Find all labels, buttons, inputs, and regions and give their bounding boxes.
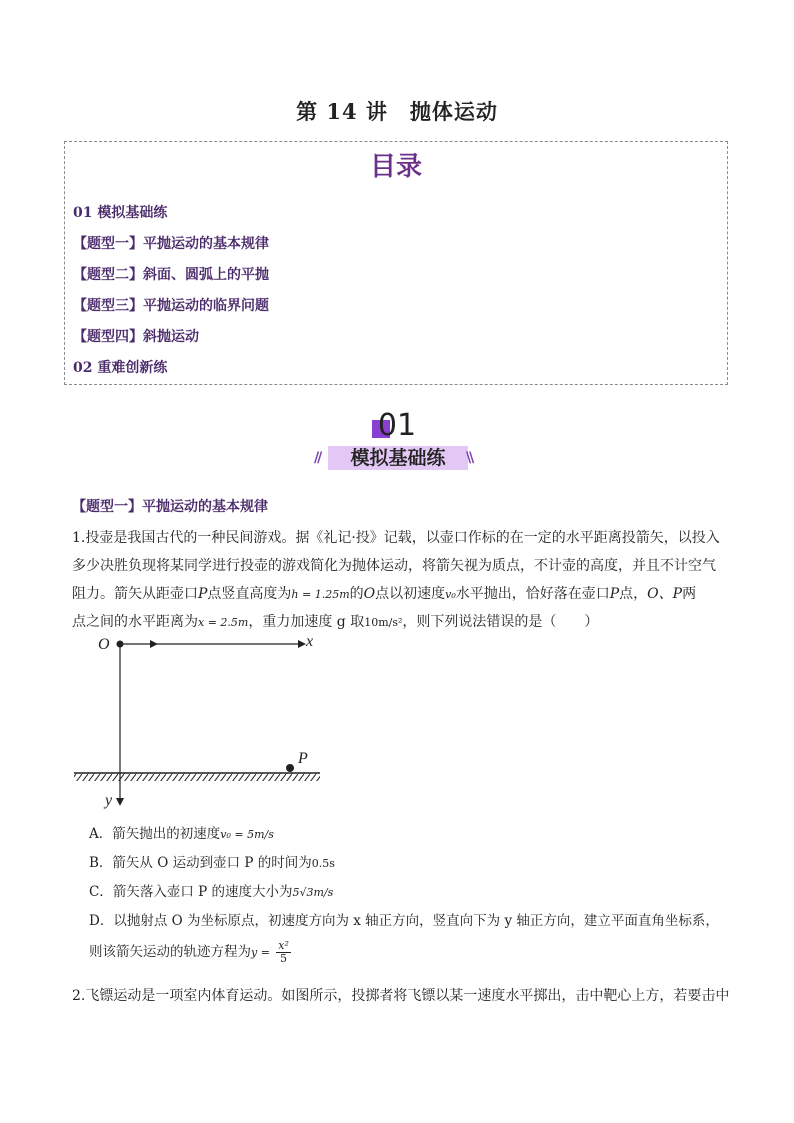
table-of-contents (64, 141, 728, 385)
toc-item[interactable]: 【题型一】平抛运动的基本规律 (73, 236, 269, 252)
section-banner (300, 406, 494, 476)
projectile-diagram (70, 630, 330, 814)
y-axis-label: y (105, 792, 113, 809)
x-axis-label: x (306, 633, 314, 650)
velocity-arrow-icon (150, 640, 158, 648)
toc-item[interactable]: 02 重难创新练 (73, 360, 168, 376)
question-text: 多少决胜负现将某同学进行投壶的游戏简化为抛体运动，将箭矢视为质点，不计壶的高度，并且不计空气 (72, 558, 716, 574)
point-label: P (298, 750, 308, 767)
slash-decoration-icon: \\ (466, 450, 473, 466)
toc-item[interactable]: 01 模拟基础练 (73, 205, 168, 221)
target-point-dot (286, 764, 294, 772)
section-number: 01 (377, 408, 417, 443)
x-axis-arrow-icon (298, 640, 306, 648)
origin-dot (117, 641, 124, 648)
question-text: 2.飞镖运动是一项室内体育运动。如图所示，投掷者将飞镖以某一速度水平掷出，击中靶心上方，若要击中 (72, 988, 730, 1004)
toc-item[interactable]: 【题型四】斜抛运动 (73, 329, 199, 345)
page-title: 第 14 讲 抛体运动 (296, 99, 498, 124)
option-d-continued[interactable]: 则该箭矢运动的轨迹方程为y = $\frac{\text{x²}}{5}$ (89, 939, 289, 965)
question-text: 1.投壶是我国古代的一种民间游戏。据《礼记·投》记载，以壶口作标的在一定的水平距离投箭矢，以投入 (72, 530, 720, 546)
fraction: $\frac{\text{x²}}{5}$ (278, 939, 289, 965)
question-type-heading: 【题型一】平抛运动的基本规律 (72, 499, 268, 515)
question-text: 阻力。箭矢从距壶口P点竖直高度为h = 1.25m的O点以初速度v₀水平抛出，恰好落在壶口P点，O、P两 (72, 586, 697, 602)
y-axis-arrow-icon (116, 798, 124, 806)
toc-item[interactable]: 【题型三】平抛运动的临界问题 (73, 298, 269, 314)
option-b[interactable]: B．箭矢从 O 运动到壶口 P 的时间为0.5s (89, 855, 335, 871)
option-d[interactable]: D．以抛射点 O 为坐标原点，初速度方向为 x 轴正方向，竖直向下为 y 轴正方向，建立平面直角坐标系， (89, 913, 719, 929)
ground-hatch (74, 773, 320, 781)
toc-item[interactable]: 【题型二】斜面、圆弧上的平抛 (73, 267, 269, 283)
origin-label: O (98, 636, 110, 653)
option-a[interactable]: A．箭矢抛出的初速度v₀ = 5m/s (89, 826, 274, 842)
section-label: 模拟基础练 (350, 447, 446, 469)
slash-decoration-icon: // (314, 450, 321, 466)
question-text: 点之间的水平距离为x = 2.5m，重力加速度 g 取10m/s²，则下列说法错误的是（ ） (72, 614, 599, 630)
option-c[interactable]: C．箭矢落入壶口 P 的速度大小为5√3m/s (89, 884, 334, 900)
projectile-diagram-svg (70, 630, 330, 810)
toc-heading: 目录 (369, 152, 422, 182)
